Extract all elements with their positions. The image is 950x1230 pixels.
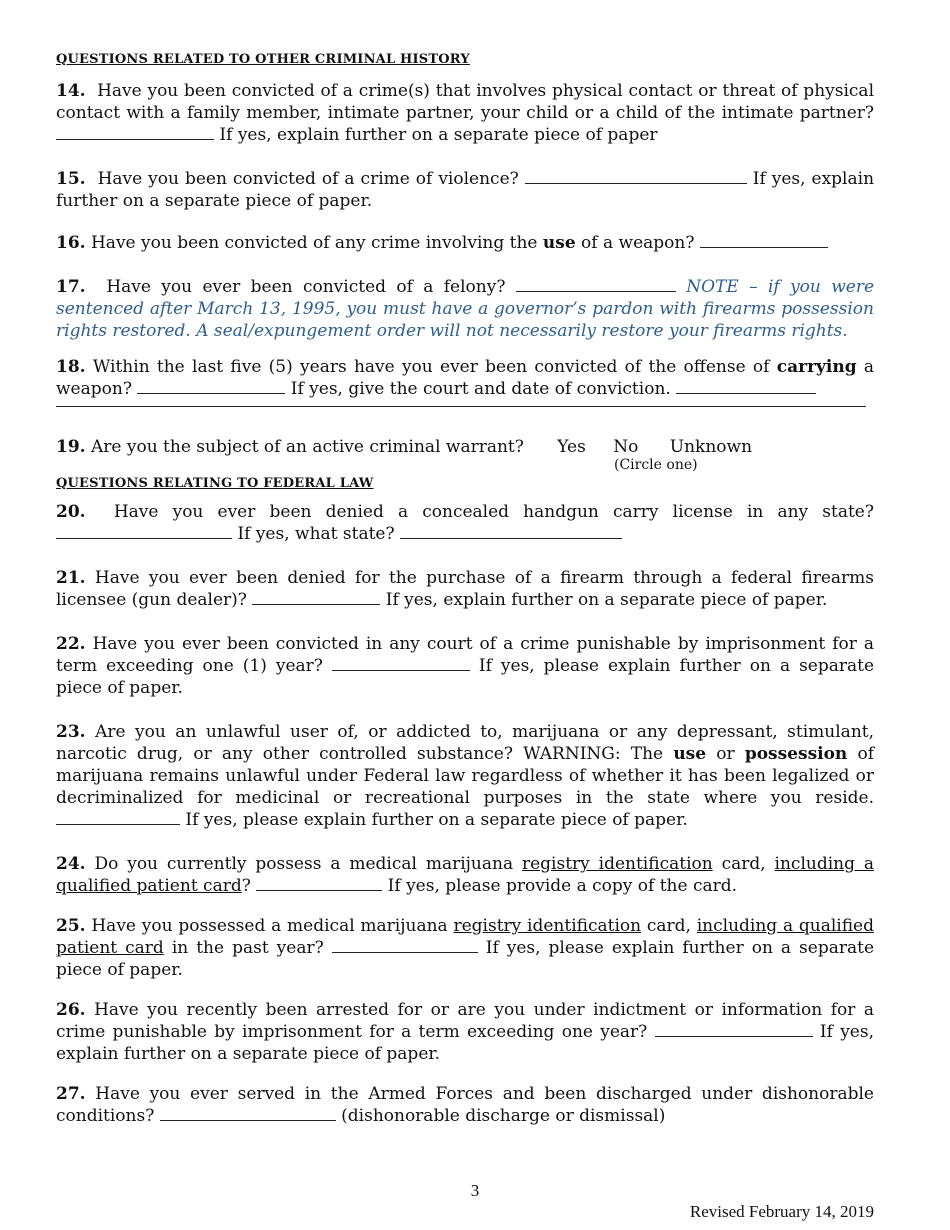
section-heading-federal-law: QUESTIONS RELATING TO FEDERAL LAW — [56, 476, 374, 491]
answer-blank-23[interactable] — [56, 809, 180, 825]
question-26: 26. Have you recently been arrested for or are you under indictment or information for a crime punishable by imprisonment for a term exceeding one year? If yes, explain further on a separate piece of paper. — [56, 1000, 875, 1064]
question-20: 20. Have you ever been denied a concealed handgun carry license in any state? If yes, what state? — [56, 502, 874, 544]
answer-blank-20[interactable] — [56, 523, 232, 539]
circle-one-hint: (Circle one) — [614, 457, 698, 473]
answer-blank-20-state[interactable] — [400, 523, 622, 539]
answer-blank-27[interactable] — [160, 1105, 336, 1121]
option-yes[interactable]: Yes — [557, 437, 586, 457]
answer-line-18-continued[interactable] — [56, 406, 866, 407]
answer-blank-25[interactable] — [332, 937, 478, 953]
question-16: 16. Have you been convicted of any crime involving the use of a weapon? — [56, 232, 874, 254]
question-25: 25. Have you possessed a medical marijuana registry identification card, including a qualified patient card in the past year? If yes, please explain further on a separate piece of paper. — [56, 916, 875, 980]
answer-blank-18-court-date[interactable] — [676, 378, 816, 394]
answer-blank-17[interactable] — [516, 276, 676, 292]
form-page — [56, 52, 874, 1127]
revision-date: Revised February 14, 2019 — [689, 1202, 874, 1221]
question-19: 19. Are you the subject of an active criminal warrant? Yes No Unknown — [56, 437, 753, 457]
answer-blank-24[interactable] — [256, 875, 382, 891]
question-15: 15. Have you been convicted of a crime of violence? If yes, explain further on a separate piece of paper. — [56, 169, 875, 211]
question-14: 14. Have you been convicted of a crime(s) that involves physical contact or threat of physical contact with a family member, intimate partner, your child or a child of the intimate partner? If yes, explain further on a separate piece of paper — [56, 81, 874, 145]
question-27: 27. Have you ever served in the Armed Forces and been discharged under dishonorable conditions? (dishonorable discharge or dismissal) — [56, 1084, 874, 1126]
answer-blank-26[interactable] — [655, 1021, 813, 1037]
answer-blank-18[interactable] — [137, 378, 285, 394]
question-17: 17. Have you ever been convicted of a felony? NOTE – if you were sentenced after March 13, 1995, you must have a governor’s pardon with firearms possession rights restored. A seal/expungement order will not necessarily restore your firearms rights. — [56, 277, 875, 341]
option-unknown[interactable]: Unknown — [669, 437, 753, 457]
answer-blank-22[interactable] — [332, 655, 470, 671]
question-22: 22. Have you ever been convicted in any court of a crime punishable by imprisonment for a term exceeding one (1) year? If yes, please explain further on a separate piece of paper. — [56, 634, 875, 698]
question-24: 24. Do you currently possess a medical marijuana registry identification card, including a qualified patient card? If yes, please provide a copy of the card. — [56, 854, 875, 896]
question-21: 21. Have you ever been denied for the purchase of a firearm through a federal firearms licensee (gun dealer)? If yes, explain further on a separate piece of paper. — [56, 568, 874, 610]
answer-blank-16[interactable] — [700, 232, 828, 248]
option-no[interactable]: No — [613, 437, 639, 457]
answer-blank-15[interactable] — [525, 168, 747, 184]
page-number: 3 — [470, 1181, 480, 1200]
answer-blank-21[interactable] — [252, 589, 380, 605]
answer-blank-14[interactable] — [56, 124, 214, 140]
question-18: 18. Within the last five (5) years have you ever been convicted of the offense of carrying a weapon? If yes, give the court and date of conviction. — [56, 357, 875, 399]
question-23: 23. Are you an unlawful user of, or addicted to, marijuana or any depressant, stimulant, narcotic drug, or any other controlled substance? WARNING: The use or possession of marijuana remains unlawful under Federal law regardless of whether it has been legalized or decriminalized for medicinal or recreational purposes in the state where you reside. If yes, please explain further on a separate piece of paper. — [56, 722, 875, 830]
section-heading-other-criminal-history: QUESTIONS RELATED TO OTHER CRIMINAL HISTORY — [56, 52, 470, 67]
felony-note: NOTE – if you were sentenced after March 13, 1995, you must have a governor’s pardon with firearms possession rights restored. A seal/expungement order will not necessarily restore your firearms rights. — [56, 277, 875, 341]
